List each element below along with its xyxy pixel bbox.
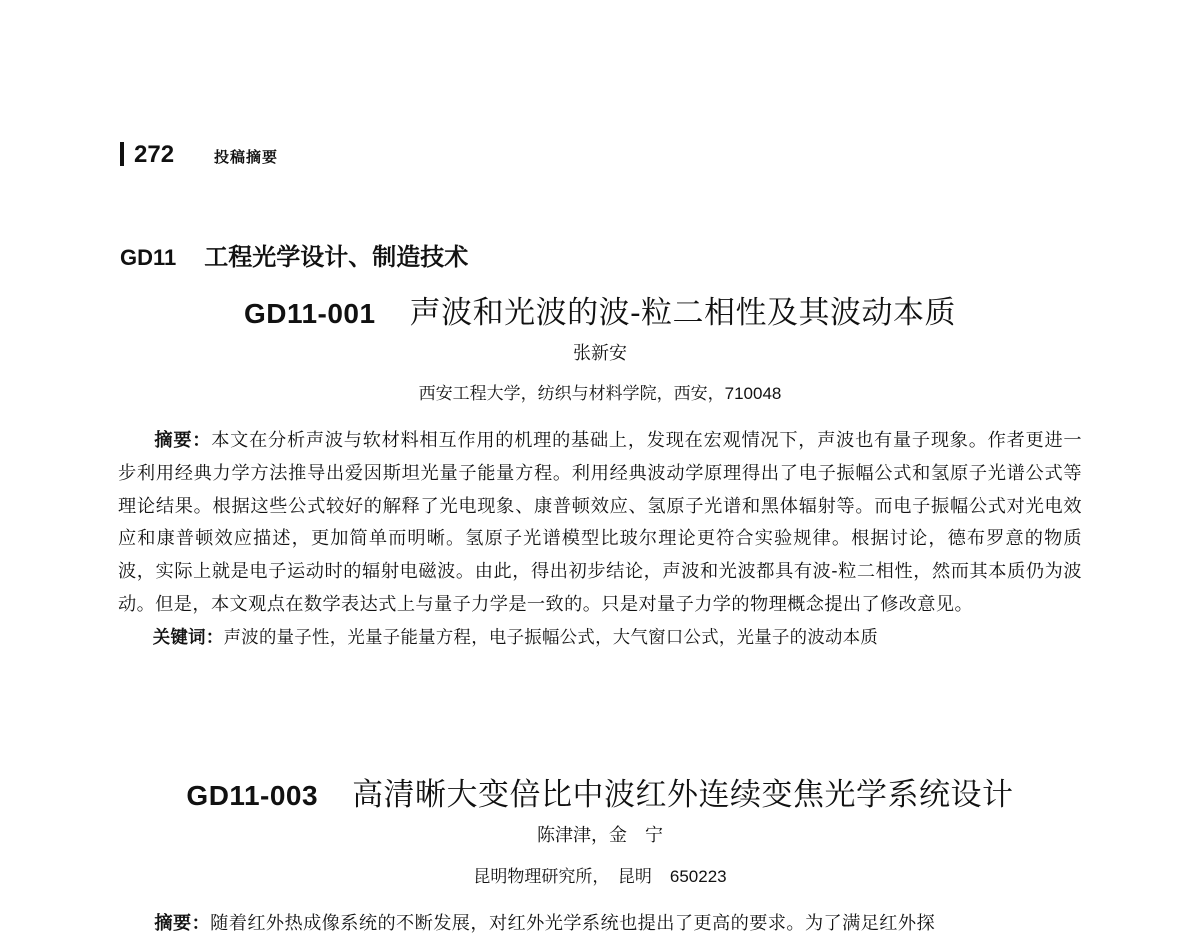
article-code: GD11-001 bbox=[243, 298, 376, 329]
article-keywords bbox=[118, 622, 1082, 654]
header-rule bbox=[120, 142, 124, 166]
affiliation-text: 西安工程大学，纺织与材料学院，西安， bbox=[418, 384, 725, 404]
article-name: 声波和光波的波-粒二相性及其波动本质 bbox=[409, 295, 957, 331]
page-header bbox=[120, 138, 278, 169]
section-code: GD11 bbox=[120, 245, 177, 270]
article-gd11-003 bbox=[118, 775, 1082, 941]
running-title: 投稿摘要 bbox=[214, 148, 279, 166]
article-affiliation bbox=[118, 863, 1082, 891]
keywords-label: 关键词： bbox=[152, 627, 224, 648]
article-abstract bbox=[118, 908, 1082, 941]
affiliation-postcode: 710048 bbox=[724, 384, 782, 403]
abstract-label: 摘要： bbox=[154, 913, 211, 934]
article-authors: 张新安 bbox=[573, 343, 627, 364]
abstract-label: 摘要： bbox=[154, 430, 212, 451]
page-number: 272 bbox=[134, 141, 175, 168]
article-authors: 陈津津，金 宁 bbox=[537, 825, 663, 846]
abstract-text: 本文在分析声波与软材料相互作用的机理的基础上，发现在宏观情况下，声波也有量子现象。作者更进一步利用经典力学方法推导出爱因斯坦光量子能量方程。利用经典波动学原理得出了电子振幅公式和氢原子光谱公式等理论结果。根据这些公式较好的解释了光电现象、康普顿效应、氢原子光谱和黑体辐射等。而电子振幅公式对光电效应和康普顿效应描述，更加简单而明晰。氢原子光谱模型比玻尔理论更符合实验规律。根据讨论，德布罗意的物质波，实际上就是电子运动时的辐射电磁波。由此，得出初步结论，声波和光波都具有波-粒二相性，然而其本质仍为波动。但是，本文观点在数学表达式上与量子力学是一致的。只是对量子力学的物理概念提出了修改意见。 bbox=[118, 430, 1083, 615]
affiliation-text: 昆明物理研究所， 昆明 bbox=[473, 867, 652, 887]
section-title: 工程光学设计、制造技术 bbox=[204, 242, 469, 271]
article-title bbox=[118, 775, 1082, 816]
section-heading bbox=[120, 237, 468, 272]
article-title bbox=[118, 293, 1082, 334]
article-code: GD11-003 bbox=[186, 780, 319, 811]
article-affiliation bbox=[118, 380, 1082, 408]
keywords-text: 声波的量子性，光量子能量方程，电子振幅公式，大气窗口公式，光量子的波动本质 bbox=[223, 627, 879, 648]
article-abstract bbox=[118, 425, 1082, 622]
article-gd11-001 bbox=[118, 293, 1082, 654]
article-name: 高清晰大变倍比中波红外连续变焦光学系统设计 bbox=[352, 777, 1014, 813]
affiliation-postcode: 650223 bbox=[669, 867, 727, 886]
abstract-text: 随着红外热成像系统的不断发展，对红外光学系统也提出了更高的要求。为了满足红外探 bbox=[210, 913, 936, 934]
